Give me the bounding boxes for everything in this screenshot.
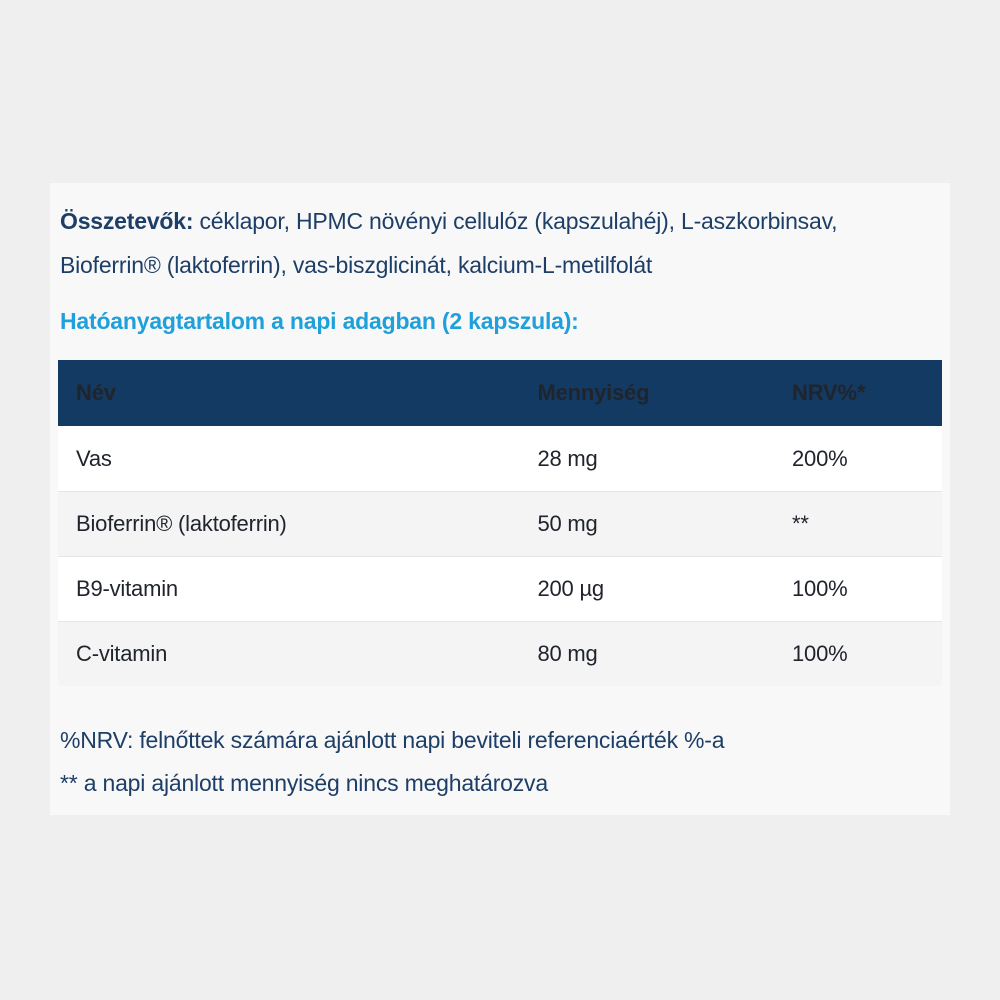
row-nrv: 100% [792, 576, 848, 601]
table-header-row [58, 360, 942, 426]
nutrition-table [58, 360, 942, 686]
row-nrv: 200% [792, 445, 848, 471]
active-ingredients-heading: Hatóanyagtartalom a napi adagban (2 kapszula): [60, 308, 579, 334]
ingredients-paragraph [60, 199, 940, 287]
ingredients-text: céklapor, HPMC növényi cellulóz (kapszulahéj), L-aszkorbinsav, Bioferrin® (laktoferrin), vas-biszglicinát, kalcium-L-metilfolát [60, 208, 838, 278]
row-amount: 50 mg [537, 511, 598, 536]
row-name: Bioferrin® (laktoferrin) [76, 511, 287, 536]
row-name: C-vitamin [76, 641, 168, 666]
row-name: Vas [76, 445, 112, 471]
row-nrv: 100% [792, 641, 848, 666]
footnote-undetermined: ** a napi ajánlott mennyiség nincs meghatározva [60, 770, 548, 796]
content-panel [50, 183, 950, 815]
row-amount: 200 µg [537, 576, 604, 601]
column-header-name: Név [76, 380, 116, 405]
row-amount: 28 mg [537, 445, 598, 471]
row-nrv: ** [792, 511, 809, 536]
footnotes [60, 719, 940, 805]
ingredients-label: Összetevők: [60, 208, 194, 234]
footnote-nrv: %NRV: felnőttek számára ajánlott napi beviteli referenciaérték %-a [60, 727, 725, 753]
table-row [58, 556, 942, 621]
row-name: B9-vitamin [76, 576, 178, 601]
row-amount: 80 mg [537, 641, 598, 666]
table-row [58, 426, 942, 491]
table-row [58, 621, 942, 686]
column-header-amount: Mennyiség [537, 380, 650, 405]
table-body [58, 426, 942, 686]
table-row [58, 491, 942, 556]
column-header-nrv: NRV%* [792, 380, 866, 405]
